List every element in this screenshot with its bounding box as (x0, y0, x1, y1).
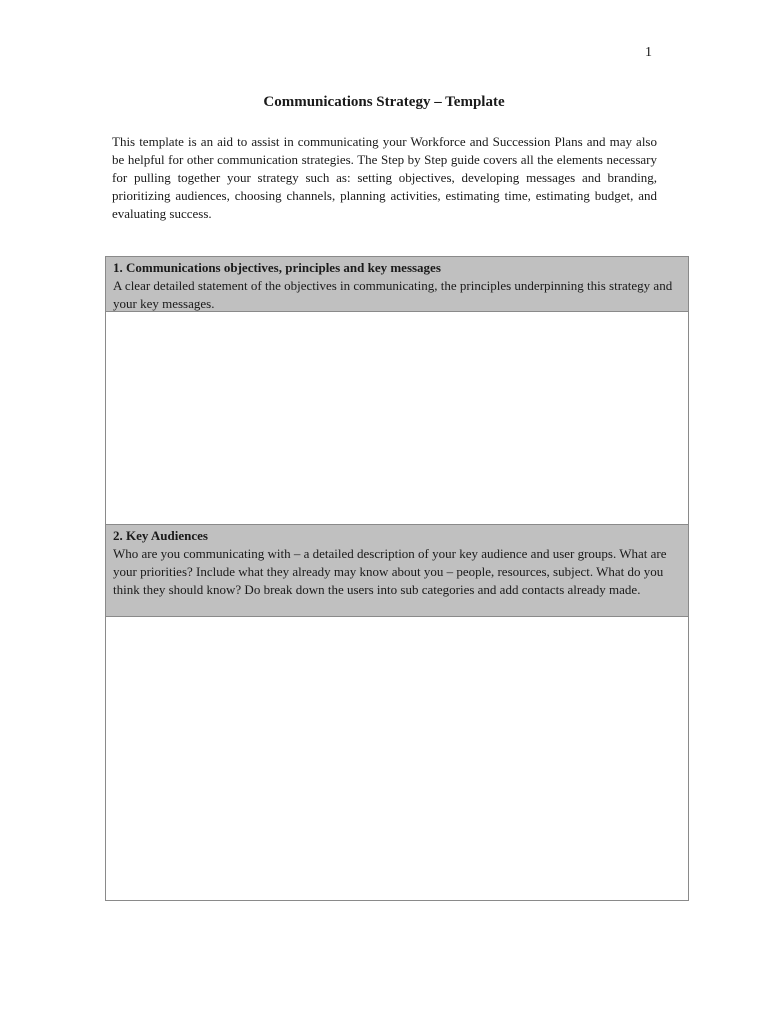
document-title: Communications Strategy – Template (263, 94, 505, 110)
section-2-response-area[interactable] (106, 616, 688, 900)
section-1-response-area[interactable] (106, 311, 688, 525)
section-2-heading: 2. Key Audiences (113, 528, 208, 543)
section-1-heading: 1. Communications objectives, principles and key messages (113, 260, 441, 275)
section-1-description: A clear detailed statement of the objectives in communicating, the principles underpinning this strategy and your key messages. (113, 278, 673, 311)
section-1-header (106, 257, 688, 311)
section-2-description: Who are you communicating with – a detailed description of your key audience and user groups. What are your priorities? Include what they already may know about you – people, resources, subject. What do you think they should know? Do break down the users into sub categories and add contacts already made. (113, 546, 667, 597)
page-number: 1 (645, 45, 652, 60)
strategy-form-table (105, 256, 689, 901)
section-2-header (106, 525, 688, 616)
intro-paragraph: This template is an aid to assist in communicating your Workforce and Succession Plans and may also be helpful for other communication strategies. The Step by Step guide covers all the elements necessary for pulling together your strategy such as: setting objectives, developing messages and branding, prioritizing audiences, choosing channels, planning activities, estimating time, estimating budget, and evaluating success. (112, 134, 657, 221)
